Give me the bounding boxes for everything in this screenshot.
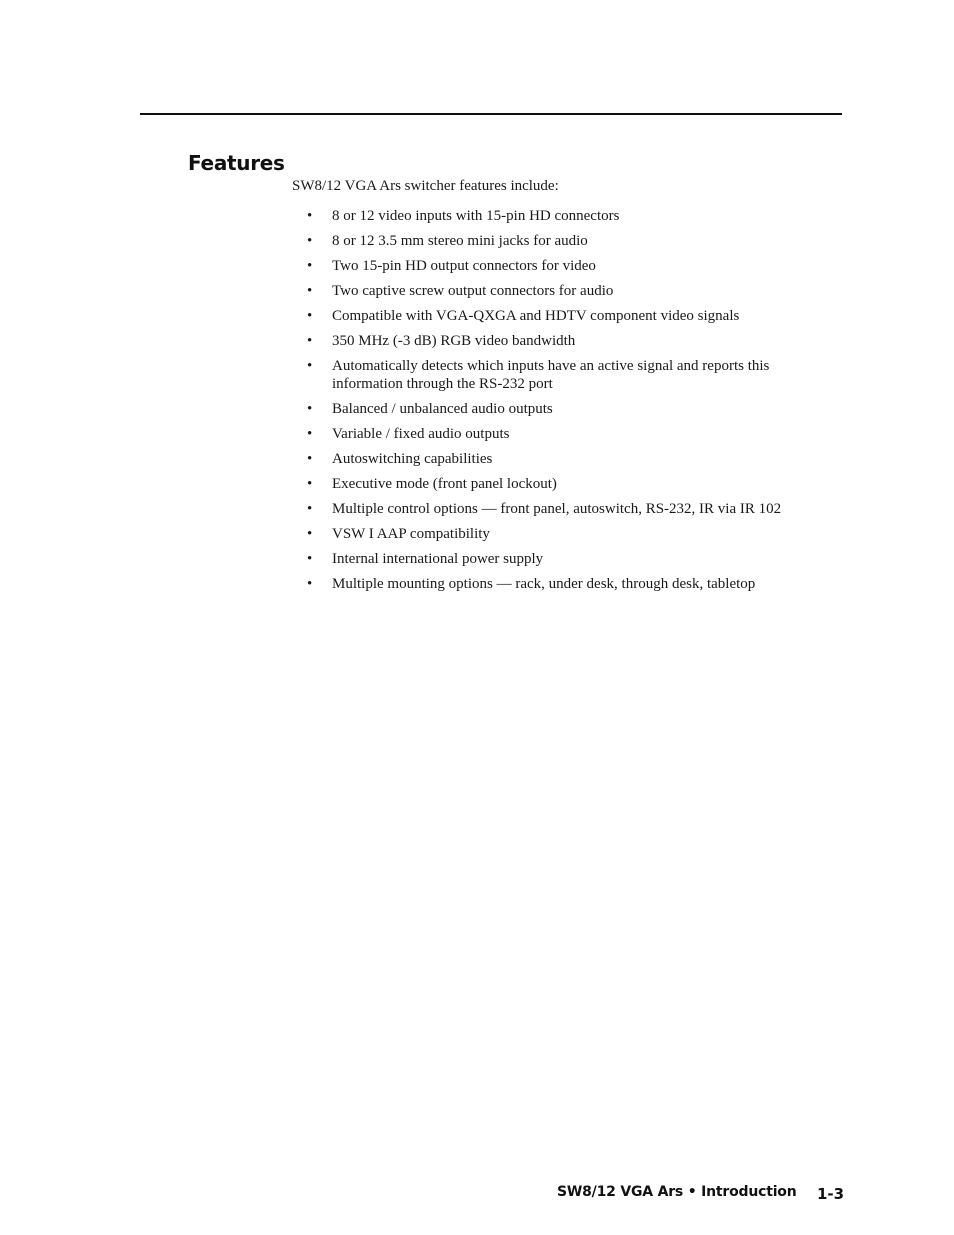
bullet-icon: •: [307, 451, 313, 467]
header-rule: [140, 113, 842, 115]
feature-text: Compatible with VGA-QXGA and HDTV component video signals: [332, 308, 740, 324]
page-number: 1-3: [817, 1185, 845, 1203]
bullet-icon: •: [307, 283, 313, 299]
feature-text: Variable / fixed audio outputs: [332, 426, 510, 442]
feature-item: [0, 400, 822, 418]
feature-item: [0, 232, 822, 250]
bullet-icon: •: [307, 358, 313, 374]
feature-item: [0, 475, 822, 493]
feature-item: [0, 257, 822, 275]
feature-text: Internal international power supply: [332, 551, 544, 567]
section-heading: Features: [188, 151, 285, 175]
bullet-icon: •: [307, 308, 313, 324]
feature-text: Balanced / unbalanced audio outputs: [332, 401, 553, 417]
feature-text: 350 MHz (-3 dB) RGB video bandwidth: [332, 333, 576, 349]
feature-item: [0, 450, 822, 468]
bullet-icon: •: [307, 526, 313, 542]
feature-text: 8 or 12 video inputs with 15-pin HD connectors: [332, 208, 620, 224]
feature-text: Multiple control options — front panel, autoswitch, RS-232, IR via IR 102: [332, 501, 782, 517]
bullet-icon: •: [307, 208, 313, 224]
feature-item: [0, 307, 822, 325]
bullet-icon: •: [307, 576, 313, 592]
feature-item: [0, 525, 822, 543]
feature-text: Executive mode (front panel lockout): [332, 476, 557, 492]
feature-item: [0, 282, 822, 300]
bullet-icon: •: [307, 501, 313, 517]
feature-item: [0, 575, 822, 593]
feature-item: [0, 357, 822, 393]
feature-text: 8 or 12 3.5 mm stereo mini jacks for audio: [332, 233, 588, 249]
feature-text: VSW I AAP compatibility: [332, 526, 490, 542]
bullet-icon: •: [307, 551, 313, 567]
bullet-icon: •: [307, 426, 313, 442]
footer-title: SW8/12 VGA Ars • Introduction: [557, 1184, 797, 1200]
bullet-icon: •: [307, 476, 313, 492]
bullet-icon: •: [307, 258, 313, 274]
feature-item: [0, 332, 822, 350]
feature-text: Automatically detects which inputs have an active signal and reports this information through the RS-232 port: [332, 358, 770, 392]
feature-text: Autoswitching capabilities: [332, 451, 493, 467]
intro-text: SW8/12 VGA Ars switcher features include:: [292, 178, 559, 194]
feature-item: [0, 207, 822, 225]
feature-text: Multiple mounting options — rack, under desk, through desk, tabletop: [332, 576, 756, 592]
bullet-icon: •: [307, 233, 313, 249]
bullet-icon: •: [307, 401, 313, 417]
feature-item: [0, 425, 822, 443]
feature-item: [0, 550, 822, 568]
feature-text: Two captive screw output connectors for audio: [332, 283, 614, 299]
bullet-icon: •: [307, 333, 313, 349]
feature-text: Two 15-pin HD output connectors for video: [332, 258, 596, 274]
feature-list: [0, 207, 822, 600]
feature-item: [0, 500, 822, 518]
